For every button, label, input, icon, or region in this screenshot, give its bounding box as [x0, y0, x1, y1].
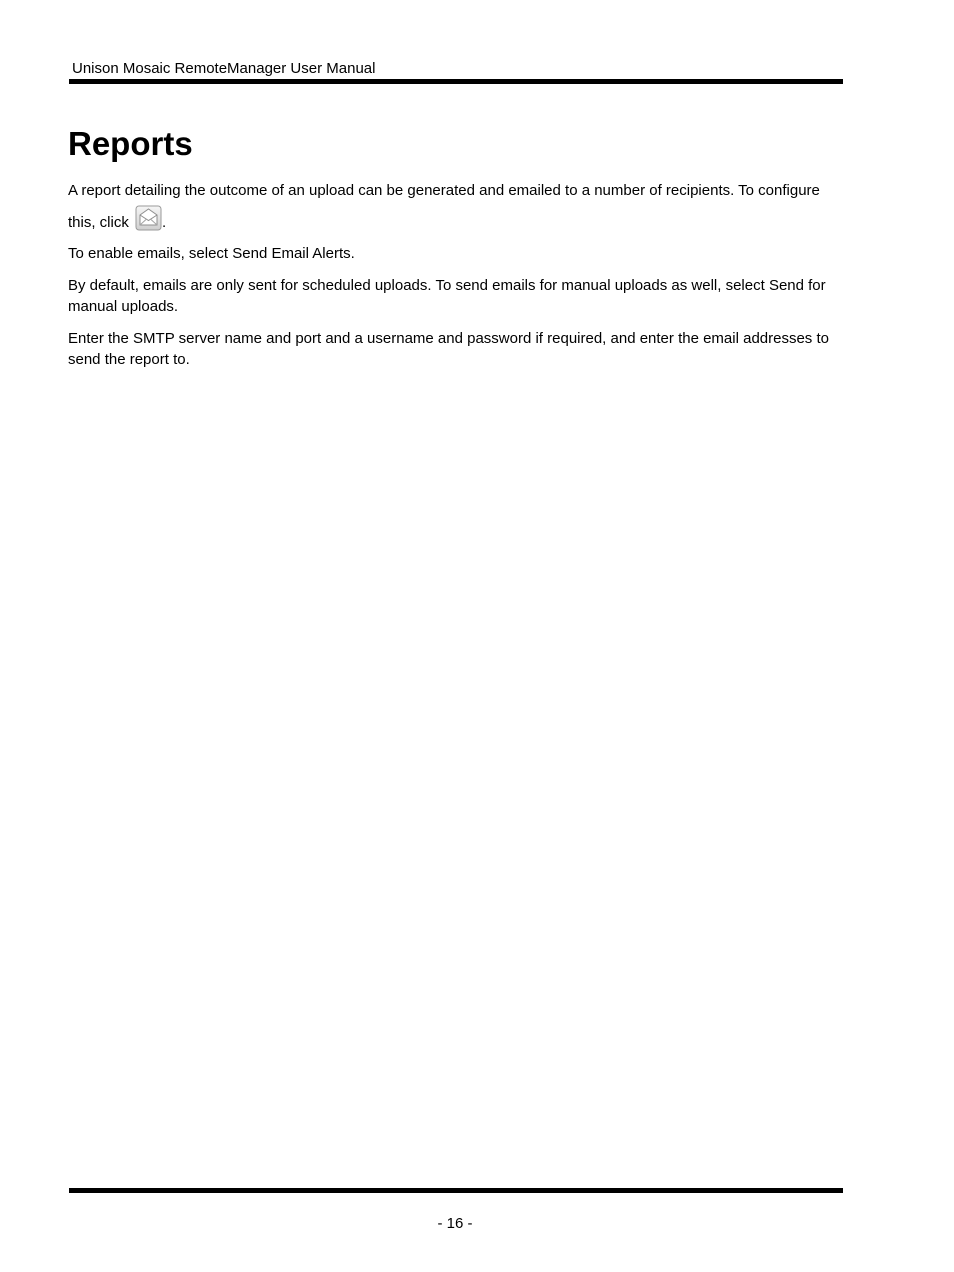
paragraph-enable-emails: To enable emails, select Send Email Alerts.	[68, 245, 355, 262]
paragraph-smtp: Enter the SMTP server name and port and a username and password if required, and enter the email addresses to send the report to.	[68, 330, 829, 368]
running-header: Unison Mosaic RemoteManager User Manual	[72, 60, 376, 77]
footer-rule	[69, 1188, 843, 1193]
configure-line-two	[68, 205, 166, 233]
header-rule	[69, 79, 843, 84]
page-number: - 16 -	[437, 1215, 473, 1232]
paragraph-configure	[68, 180, 848, 233]
configure-click-text: this, click	[68, 214, 129, 231]
configure-end-text: .	[162, 214, 167, 231]
configure-text: A report detailing the outcome of an upload can be generated and emailed to a number of recipients. To configure	[68, 182, 820, 199]
page-title: Reports	[68, 125, 193, 162]
email-envelope-icon	[135, 205, 162, 231]
paragraph-manual-uploads: By default, emails are only sent for scheduled uploads. To send emails for manual uploads as well, select Send for manual uploads.	[68, 277, 826, 315]
